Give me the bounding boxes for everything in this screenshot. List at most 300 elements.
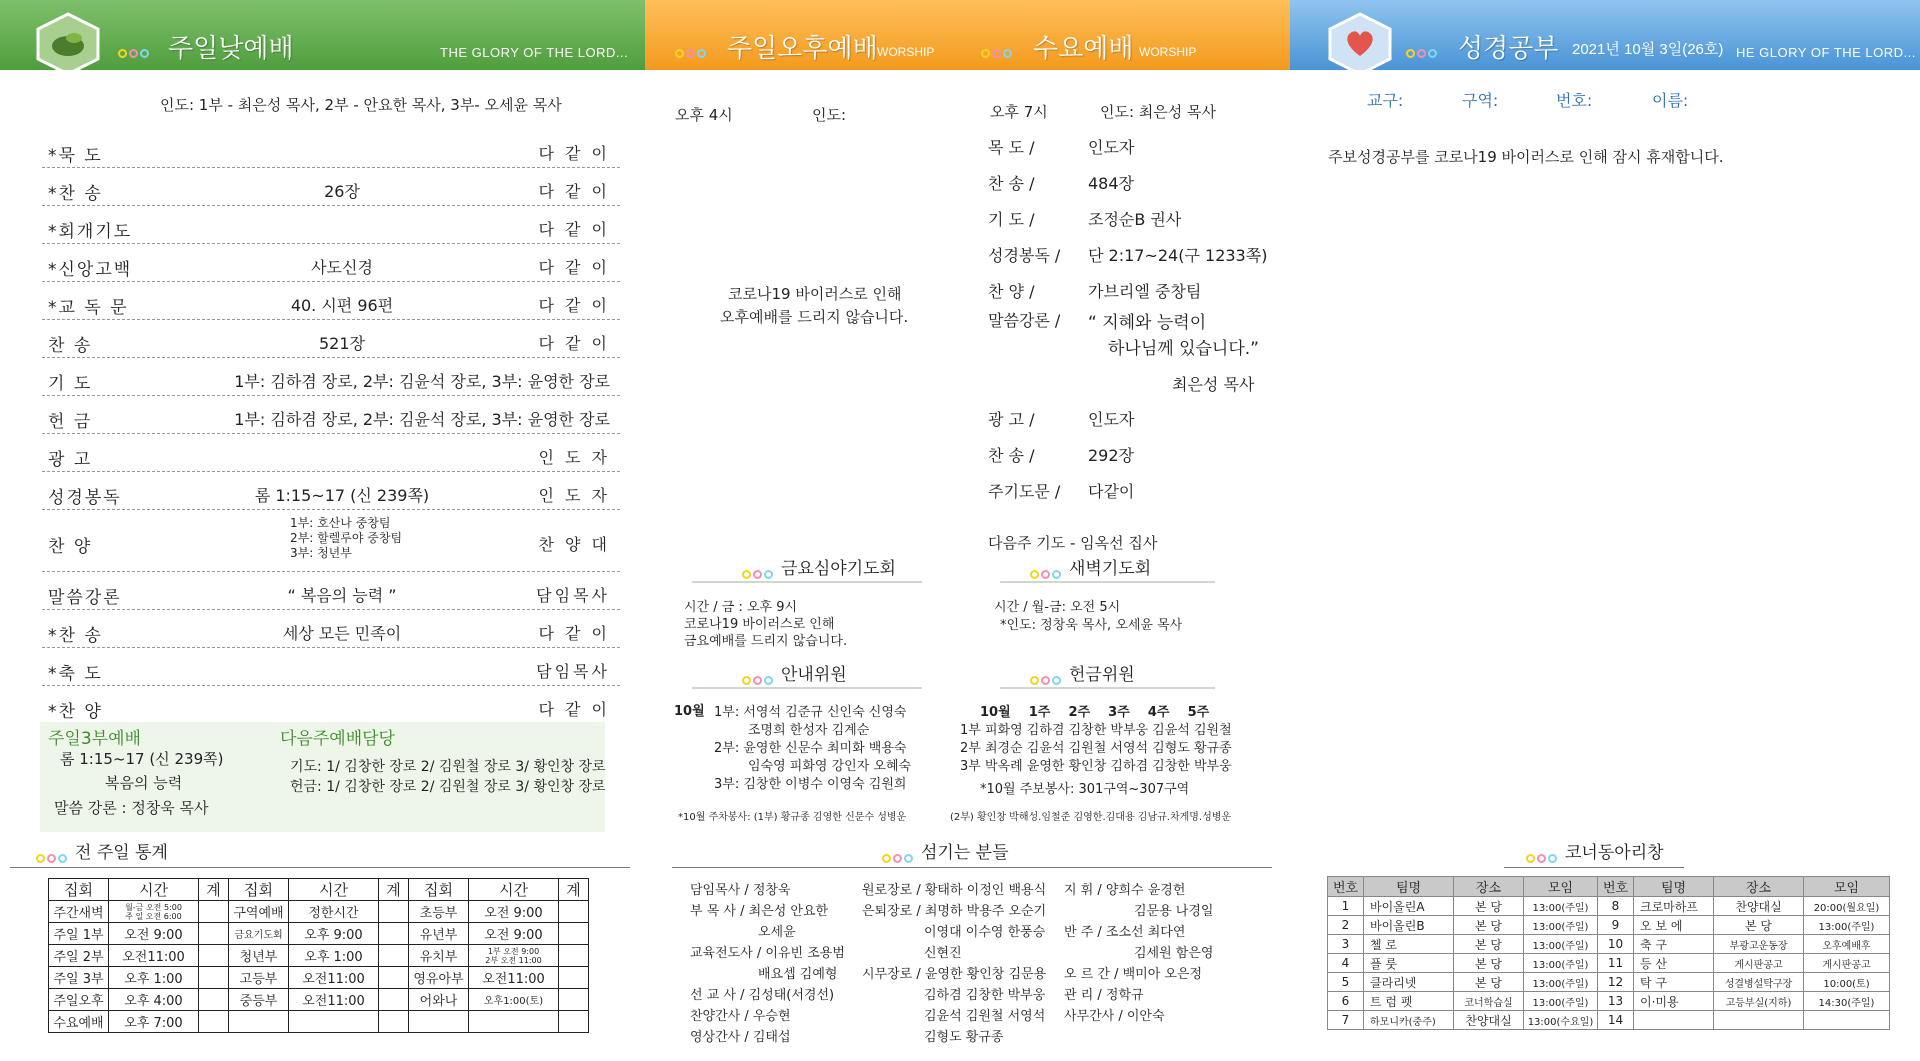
table-cell [559, 1011, 589, 1033]
table-cell: 유년부 [409, 923, 469, 945]
dots-deco [742, 670, 775, 680]
table-cell: 7 [1328, 1011, 1364, 1030]
table-cell: 어와나 [409, 989, 469, 1011]
col-header: 팀명 [1364, 877, 1454, 897]
table-cell: 클라리넷 [1364, 973, 1454, 992]
table-cell [379, 1011, 409, 1033]
staff-line: 김세원 함은영 [1134, 946, 1214, 961]
dots-deco [1030, 670, 1063, 680]
table-cell: 20:00(월요일) [1804, 897, 1890, 916]
order-row [42, 396, 620, 434]
order-label: *찬 송 [48, 626, 103, 646]
usher-line: 1부: 서영석 김준규 신인숙 신영숙 [714, 705, 907, 720]
order-label: *축 도 [48, 664, 103, 684]
table-cell: 오후 9:00 [289, 923, 379, 945]
table-cell-line: 2부 오전 11:00 [485, 955, 542, 965]
header-title: 주일낮예배 [168, 34, 294, 64]
header-subtitle: WORSHIP [877, 45, 935, 59]
table-cell: 8 [1598, 897, 1634, 916]
table-cell [199, 901, 229, 923]
table-cell: 13:00(주일) [1524, 992, 1598, 1011]
dots-deco [118, 44, 151, 54]
order-label: *신앙고백 [48, 260, 133, 280]
wed-next-prayer: 다음주 기도 - 임옥선 집사 [988, 534, 1158, 552]
dawn-title-text: 새벽기도회 [1069, 559, 1152, 579]
table-cell: 13:00(주일) [1524, 954, 1598, 973]
table-cell: 오전 9:00 [469, 901, 559, 923]
staff-line: 교육전도사 / 이유빈 조용범 [690, 946, 845, 961]
order-leader: 다 같 이 [538, 220, 610, 239]
table-cell: 주일오후 [49, 989, 109, 1011]
staff-title-text: 섬기는 분들 [921, 843, 1009, 863]
header-subtitle: WORSHIP [1139, 45, 1197, 59]
staff-line: 오세윤 [758, 925, 796, 940]
order-row [42, 434, 620, 472]
wed-order-value: 단 2:17~24(구 1233쪽) [1088, 246, 1268, 265]
wed-order-label: 목 도 / [988, 138, 1035, 157]
table-cell: 바이올린B [1364, 916, 1454, 935]
table-cell: 13:00(주일) [1804, 916, 1890, 935]
dawn-title [1030, 554, 1151, 579]
table-cell: 주일 2부 [49, 945, 109, 967]
choir-item: 1부: 호산나 중창팀 [290, 516, 391, 530]
heart-hands-icon [1326, 12, 1394, 70]
table-cell: 13:00(주일) [1524, 973, 1598, 992]
order-leader: 인 도 자 [538, 486, 610, 505]
wed-order-row [988, 402, 1134, 438]
table-cell [379, 989, 409, 1011]
divider [1504, 867, 1684, 868]
order-row [42, 510, 620, 572]
bulletin-date: 2021년 10월 3일(26호) [1572, 41, 1724, 58]
table-cell: 찬양대실 [1714, 897, 1804, 916]
order-leader: 담임목사 [536, 662, 610, 681]
table-cell: 12 [1598, 973, 1634, 992]
order-label: 헌 금 [48, 412, 93, 432]
divider [692, 581, 922, 583]
dots-deco [1406, 44, 1439, 54]
table-cell: 1 [1328, 897, 1364, 916]
table-cell [1714, 1011, 1804, 1030]
offering-row: 1부 피화영 김하겸 김창한 박부웅 김윤석 김원철 [960, 723, 1232, 738]
table-cell [409, 1011, 469, 1033]
header-bible-study [1290, 0, 1920, 70]
third-service-title: 주일3부예배 [48, 729, 141, 749]
club-table [1327, 876, 1890, 1030]
table-cell: 13:00(수요일) [1524, 1011, 1598, 1030]
table-cell: 주일 1부 [49, 923, 109, 945]
table-cell: 10:00(토) [1804, 973, 1890, 992]
table-row [49, 923, 589, 945]
table-cell-line: 1부 오전 9:00 [487, 946, 540, 956]
usher-title [742, 660, 847, 685]
order-label: 찬 양 [48, 537, 93, 557]
next-week-title: 다음주예배담당 [280, 729, 395, 749]
afternoon-notice-1: 코로나19 바이러스로 인해 [728, 285, 902, 303]
table-cell: 게시판공고 [1804, 954, 1890, 973]
friday-notice-2: 금요예배를 드리지 않습니다. [684, 634, 848, 649]
order-leader: 담임목사 [536, 586, 610, 605]
dots-deco [1030, 564, 1063, 574]
table-cell: 오후 4:00 [109, 989, 199, 1011]
wed-preacher: 최은성 목사 [1172, 375, 1255, 394]
order-leader: 다 같 이 [538, 182, 610, 201]
col-header: 모임 [1524, 877, 1598, 897]
stats-title-text: 전 주일 통계 [75, 843, 168, 863]
order-leader: 다 같 이 [538, 258, 610, 277]
staff-column-2 [862, 880, 1046, 1048]
order-label: *찬 양 [48, 702, 103, 722]
stats-table [48, 878, 589, 1033]
table-row [1328, 973, 1890, 992]
bulletin-volunteer: *10월 주보봉사: 301구역~307구역 [980, 782, 1190, 797]
table-cell: 성결병설탁구장 [1714, 973, 1804, 992]
afternoon-time: 오후 4시 [675, 106, 733, 124]
wed-order-label: 찬 송 / [988, 446, 1035, 465]
staff-column-1 [690, 880, 845, 1048]
col-header: 번호 [1328, 877, 1364, 897]
order-content: 사도신경 [311, 258, 373, 277]
staff-line: 영상간사 / 김태섭 [690, 1030, 791, 1045]
table-cell [559, 967, 589, 989]
table-cell: 오전11:00 [109, 945, 199, 967]
wed-order-row [988, 238, 1267, 274]
order-row [42, 472, 620, 510]
dots-deco [1526, 848, 1559, 858]
table-cell: 13:00(주일) [1524, 897, 1598, 916]
staff-line: 김형도 황규종 [924, 1030, 1004, 1045]
offering-title [1030, 660, 1135, 685]
dots-deco [36, 848, 69, 858]
table-cell: 부광고운동장 [1714, 935, 1804, 954]
order-row [42, 282, 620, 320]
table-cell [199, 945, 229, 967]
table-cell: 오전 9:00 [109, 923, 199, 945]
table-cell: 수요예배 [49, 1011, 109, 1033]
table-cell: 13 [1598, 992, 1634, 1011]
table-cell: 오전11:00 [469, 967, 559, 989]
staff-line: 김하겸 김창한 박부웅 [924, 988, 1046, 1003]
field-number: 번호: [1556, 91, 1593, 110]
wed-order-label: 기 도 / [988, 210, 1035, 229]
stats-header-row [49, 879, 589, 901]
table-row [1328, 954, 1890, 973]
staff-line: 원로장로 / 황태하 이정인 백용식 [862, 883, 1047, 898]
col-header: 시간 [289, 879, 379, 901]
table-cell: 오후예배후 [1804, 935, 1890, 954]
choir-item: 3부: 청년부 [290, 546, 352, 560]
table-cell: 3 [1328, 935, 1364, 954]
wed-order-label: 광 고 / [988, 410, 1035, 429]
order-content: 롬 1:15~17 (신 239쪽) [254, 486, 430, 505]
table-cell: 오후1:00(토) [469, 989, 559, 1011]
staff-line: 찬양간사 / 우승현 [690, 1009, 791, 1024]
col-header: 계 [379, 879, 409, 901]
table-cell [379, 923, 409, 945]
staff-line: 시무장로 / 윤영한 황인창 김문용 [862, 967, 1047, 982]
table-row [1328, 1011, 1890, 1030]
offering-title-text: 헌금위원 [1069, 665, 1135, 685]
order-leader: 다 같 이 [538, 700, 610, 719]
table-cell: 정한시간 [289, 901, 379, 923]
table-cell [199, 989, 229, 1011]
parking-service-1: *10월 주차봉사: (1부) 황규종 김영한 신문수 성병운 [678, 812, 907, 823]
table-cell [199, 967, 229, 989]
friday-time: 시간 / 금 : 오후 9시 [684, 600, 798, 615]
order-leader: 다 같 이 [538, 624, 610, 643]
wed-order-value: 인도자 [1088, 138, 1135, 157]
usher-line: 임숙영 피화영 강인자 오혜숙 [748, 759, 912, 774]
staff-line: 반 주 / 조소선 최다연 [1064, 925, 1186, 940]
usher-month: 10월 [674, 704, 705, 719]
col-header: 시간 [469, 879, 559, 901]
club-title [1526, 838, 1664, 863]
staff-line: 담임목사 / 정창욱 [690, 883, 791, 898]
table-cell: 탁 구 [1634, 973, 1714, 992]
table-cell: 5 [1328, 973, 1364, 992]
table-cell: 바이올린A [1364, 897, 1454, 916]
table-cell: 코너학습실 [1454, 992, 1524, 1011]
divider [1000, 581, 1215, 583]
order-label: 광 고 [48, 450, 93, 470]
wed-order-label: 성경봉독 / [988, 246, 1061, 265]
order-row [42, 206, 620, 244]
table-cell: 본 당 [1454, 954, 1524, 973]
table-cell: 플 룻 [1364, 954, 1454, 973]
header-sunday-afternoon [645, 0, 1290, 70]
wed-order-row [988, 438, 1134, 474]
header-title: 주일오후예배 [727, 34, 878, 64]
wednesday-leader: 인도: 최은성 목사 [1100, 103, 1217, 121]
table-cell: 13:00(주일) [1524, 916, 1598, 935]
table-cell [379, 945, 409, 967]
table-cell: 고등부 [229, 967, 289, 989]
table-cell: 오전11:00 [289, 989, 379, 1011]
table-cell: 축 구 [1634, 935, 1714, 954]
table-cell: 13:00(주일) [1524, 935, 1598, 954]
choir-list [290, 516, 402, 561]
staff-line: 사무간사 / 이안숙 [1064, 1009, 1165, 1024]
table-cell [469, 945, 559, 967]
order-label: 성경봉독 [48, 488, 122, 508]
sunday-order-of-service [42, 130, 620, 724]
afternoon-leader: 인도: [812, 106, 847, 124]
table-cell: 6 [1328, 992, 1364, 1011]
order-leader: 다 같 이 [538, 334, 610, 353]
third-service-sermon: 복음의 능력 [105, 774, 183, 792]
staff-line: 신현진 [924, 946, 962, 961]
table-cell: 9 [1598, 916, 1634, 935]
divider [672, 867, 1272, 868]
dots-deco [675, 44, 708, 54]
table-cell: 트 럼 펫 [1364, 992, 1454, 1011]
staff-line: 김윤석 김원철 서영석 [924, 1009, 1046, 1024]
order-content: 1부: 김하겸 장로, 2부: 김윤석 장로, 3부: 윤영한 장로 [234, 410, 610, 429]
table-cell: 고등부실(지하) [1714, 992, 1804, 1011]
table-cell: 4 [1328, 954, 1364, 973]
col-header: 모임 [1804, 877, 1890, 897]
staff-line: 선 교 사 / 김성태(서경선) [690, 988, 835, 1003]
divider [692, 687, 922, 689]
header-sunday-morning [0, 0, 645, 70]
dots-deco [882, 848, 915, 858]
order-label: 기 도 [48, 374, 93, 394]
table-cell: 본 당 [1454, 897, 1524, 916]
wed-order-value: 다같이 [1088, 482, 1135, 501]
wed-order-row [988, 474, 1134, 510]
table-cell: 초등부 [409, 901, 469, 923]
order-label: *묵 도 [48, 146, 103, 166]
table-cell-line: 월-금 오전 5:00 [125, 902, 182, 912]
table-cell [1804, 1011, 1890, 1030]
dots-deco [742, 564, 775, 574]
club-header-row [1328, 877, 1890, 897]
offering-header: 10월 1주 2주 3주 4주 5주 [980, 705, 1210, 720]
table-cell: 영유아부 [409, 967, 469, 989]
table-cell: 오전11:00 [289, 967, 379, 989]
wed-order-label: 주기도문 / [988, 482, 1061, 501]
staff-line: 은퇴장로 / 최명하 박용주 오순기 [862, 904, 1047, 919]
table-cell: 본 당 [1714, 916, 1804, 935]
wednesday-time: 오후 7시 [990, 103, 1048, 121]
header-title: 성경공부 [1458, 34, 1559, 64]
field-name: 이름: [1652, 91, 1689, 110]
table-cell: 주일 3부 [49, 967, 109, 989]
dawn-leader: *인도: 정창욱 목사, 오세윤 목사 [1000, 618, 1183, 633]
table-cell [289, 1011, 379, 1033]
col-header: 집회 [409, 879, 469, 901]
col-header: 계 [559, 879, 589, 901]
club-title-text: 코너동아리창 [1565, 843, 1664, 863]
staff-line: 배요셉 김예형 [758, 967, 838, 982]
table-cell: 14 [1598, 1011, 1634, 1030]
divider [10, 867, 630, 868]
wed-order-row [988, 166, 1267, 202]
order-row [42, 358, 620, 396]
col-header: 번호 [1598, 877, 1634, 897]
table-cell: 청년부 [229, 945, 289, 967]
usher-title-text: 안내위원 [781, 665, 847, 685]
table-cell: 등 산 [1634, 954, 1714, 973]
wed-order-value: 292장 [1088, 446, 1134, 465]
table-cell [379, 901, 409, 923]
table-cell [559, 945, 589, 967]
table-row [1328, 935, 1890, 954]
order-row [42, 168, 620, 206]
table-cell [469, 1011, 559, 1033]
table-cell [559, 923, 589, 945]
friday-notice-1: 코로나19 바이러스로 인해 [684, 617, 835, 632]
usher-line: 3부: 김창한 이병수 이영숙 김원희 [714, 777, 907, 792]
table-cell-line: 주 일 오전 6:00 [125, 911, 182, 921]
table-row [49, 989, 589, 1011]
table-cell: 이·미용 [1634, 992, 1714, 1011]
next-week-prayer: 기도: 1/ 김창한 장로 2/ 김원철 장로 3/ 황인창 장로 [290, 759, 606, 775]
table-cell [379, 967, 409, 989]
order-label: *회개기도 [48, 222, 133, 242]
hands-leaf-icon [34, 12, 102, 70]
order-content: 521장 [319, 334, 365, 353]
order-row [42, 610, 620, 648]
order-row [42, 130, 620, 168]
order-leader: 인 도 자 [538, 448, 610, 467]
table-cell: 주간새벽 [49, 901, 109, 923]
col-header: 계 [199, 879, 229, 901]
table-cell [229, 1011, 289, 1033]
table-row [49, 901, 589, 923]
table-cell: 유치부 [409, 945, 469, 967]
wed-order-value: 인도자 [1088, 410, 1135, 429]
order-content: 40. 시편 96편 [290, 296, 394, 315]
order-row [42, 648, 620, 686]
order-row [42, 572, 620, 610]
third-service-preacher: 말씀 강론 : 정창욱 목사 [54, 799, 209, 817]
header-title-wednesday: 수요예배 [1033, 34, 1134, 64]
order-row [42, 320, 620, 358]
table-cell: 중등부 [229, 989, 289, 1011]
table-cell: 오후 1:00 [289, 945, 379, 967]
col-header: 팀명 [1634, 877, 1714, 897]
table-cell: 금요기도회 [229, 923, 289, 945]
usher-line: 조명희 한성자 김계순 [748, 723, 870, 738]
order-content: 세상 모든 민족이 [282, 624, 402, 643]
col-header: 집회 [229, 879, 289, 901]
table-cell [109, 901, 199, 923]
offering-row: 3부 박옥례 윤영한 황인창 김하겸 김창한 박부웅 [960, 759, 1232, 774]
wed-sermon-title-2: 하나님께 있습니다.” [1108, 339, 1259, 359]
table-cell: 오전 9:00 [469, 923, 559, 945]
order-leader: 찬 양 대 [538, 535, 610, 554]
field-district: 교구: [1367, 91, 1404, 110]
friday-title-text: 금요심야기도회 [781, 559, 896, 579]
staff-line: 부 목 사 / 최은성 안요한 [690, 904, 829, 919]
table-cell: 10 [1598, 935, 1634, 954]
table-row [49, 1011, 589, 1033]
wed-order-label: 찬 양 / [988, 282, 1035, 301]
dawn-time: 시간 / 월-금: 오전 5시 [994, 600, 1121, 615]
offering-row: 2부 최경순 김윤석 김원철 서영석 김형도 황규종 [960, 741, 1232, 756]
friday-title [742, 554, 896, 579]
table-cell: 찬양대실 [1454, 1011, 1524, 1030]
order-label: *교 독 문 [48, 298, 129, 318]
wed-order-row [988, 130, 1267, 166]
wed-sermon-label: 말씀강론 / [988, 311, 1061, 330]
wed-sermon-title-1: “ 지혜와 능력이 [1088, 313, 1207, 333]
staff-title [882, 838, 1009, 863]
divider [1000, 687, 1215, 689]
table-cell: 하모니카(중주) [1364, 1011, 1454, 1030]
next-week-offering: 헌금: 1/ 김창한 장로 2/ 김원철 장로 3/ 황인창 장로 [290, 779, 606, 795]
wed-order-value: 가브리엘 중창팀 [1088, 282, 1202, 301]
table-cell [559, 989, 589, 1011]
table-cell [199, 1011, 229, 1033]
wed-order-value: 조정순B 권사 [1088, 210, 1182, 229]
wednesday-order [988, 130, 1267, 310]
third-service-scripture: 롬 1:15~17 (신 239쪽) [60, 750, 224, 768]
table-cell [1634, 1011, 1714, 1030]
staff-line: 이영대 이수영 한풍승 [924, 925, 1046, 940]
choir-item: 2부: 할렐루야 중창팀 [290, 531, 403, 545]
stats-title [36, 838, 168, 863]
wed-order-row [988, 202, 1267, 238]
order-leader: 다 같 이 [538, 296, 610, 315]
table-row [49, 945, 589, 967]
col-header: 집회 [49, 879, 109, 901]
header-subtitle: THE GLORY OF THE LORD... [440, 45, 629, 60]
order-label: 말씀강론 [48, 588, 122, 608]
table-cell: 11 [1598, 954, 1634, 973]
header-subtitle: HE GLORY OF THE LORD... [1736, 45, 1916, 60]
